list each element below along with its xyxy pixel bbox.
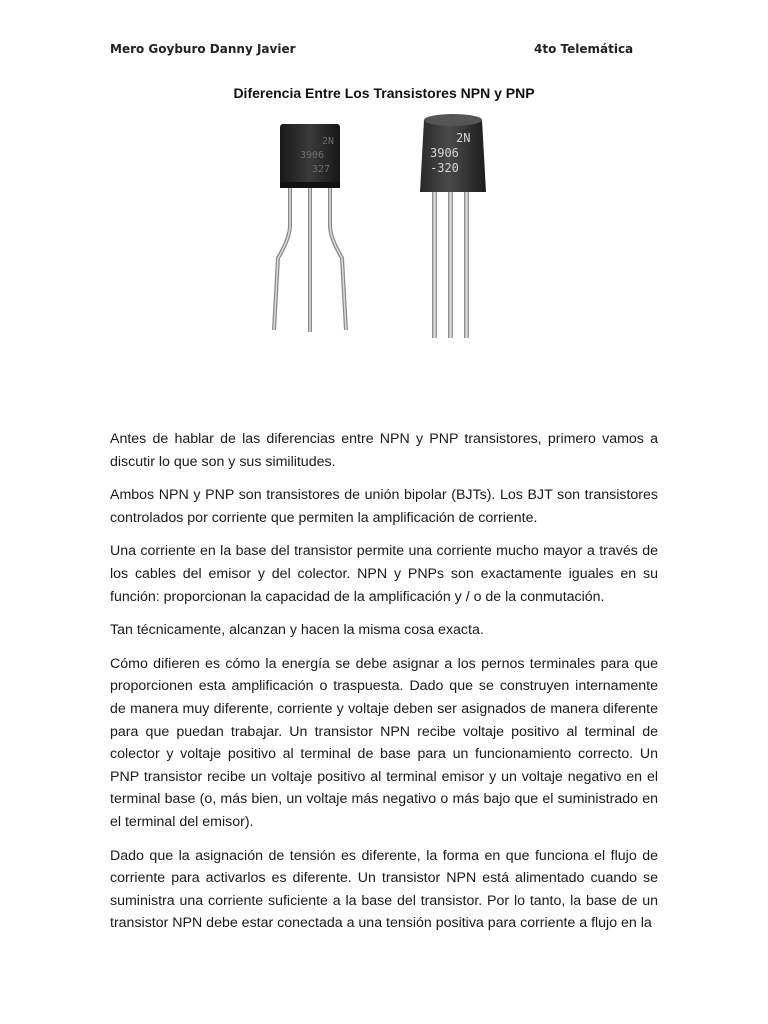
page-title: Diferencia Entre Los Transistores NPN y PNP <box>233 85 535 101</box>
transistors-photo <box>260 110 510 350</box>
left-transistor <box>274 124 346 332</box>
right-transistor <box>420 114 486 338</box>
paragraph: Una corriente en la base del transistor permite una corriente mucho mayor a través de los cables del emisor y del colector. NPN y PNPs son exactamente iguales en su función: proporcionan la capacidad de la amplificación y / o de la conmutación. <box>110 543 658 605</box>
right-marking-3: -320 <box>430 161 459 175</box>
header-course: 4to Telemática <box>534 42 634 56</box>
paragraph: Tan técnicamente, alcanzan y hacen la misma cosa exacta. <box>110 622 484 639</box>
body-text <box>110 428 658 946</box>
paragraph: Cómo difieren es cómo la energía se debe asignar a los pernos terminales para que proporcionen esta amplificación o traspuesta. Dado que se construyen internamente de manera muy diferente, corriente y voltaje deben ser asignados de manera diferente para que puedan trabajar. Un transistor NPN recibe voltaje positivo al terminal de colector y voltaje positivo al terminal de base para un funcionamiento correcto. Un PNP transistor recibe un voltaje positivo al terminal emisor y un voltaje negativo en el terminal base (o, más bien, un voltaje más negativo o más bajo que el suministrado en el terminal del emisor). <box>110 655 658 830</box>
paragraph: Ambos NPN y PNP son transistores de unión bipolar (BJTs). Los BJT son transistores controlados por corriente que permiten la amplificación de corriente. <box>110 487 658 526</box>
paragraph: Antes de hablar de las diferencias entre NPN y PNP transistores, primero vamos a discutir lo que son y sus similitudes. <box>110 431 658 470</box>
left-marking-3: 327 <box>312 164 331 175</box>
left-marking-2: 3906 <box>300 150 325 161</box>
left-marking-1: 2N <box>322 136 335 147</box>
right-marking-2: 3906 <box>430 146 459 160</box>
right-marking-1: 2N <box>456 131 471 145</box>
paragraph: Dado que la asignación de tensión es diferente, la forma en que funciona el flujo de corriente para activarlos es diferente. Un transistor NPN está alimentado cuando se suministra una corriente suficiente a la base del transistor. Por lo tanto, la base de un transistor NPN debe estar conectada a una tensión positiva para corriente a flujo en la <box>110 847 658 932</box>
header-author: Mero Goyburo Danny Javier <box>110 42 296 56</box>
